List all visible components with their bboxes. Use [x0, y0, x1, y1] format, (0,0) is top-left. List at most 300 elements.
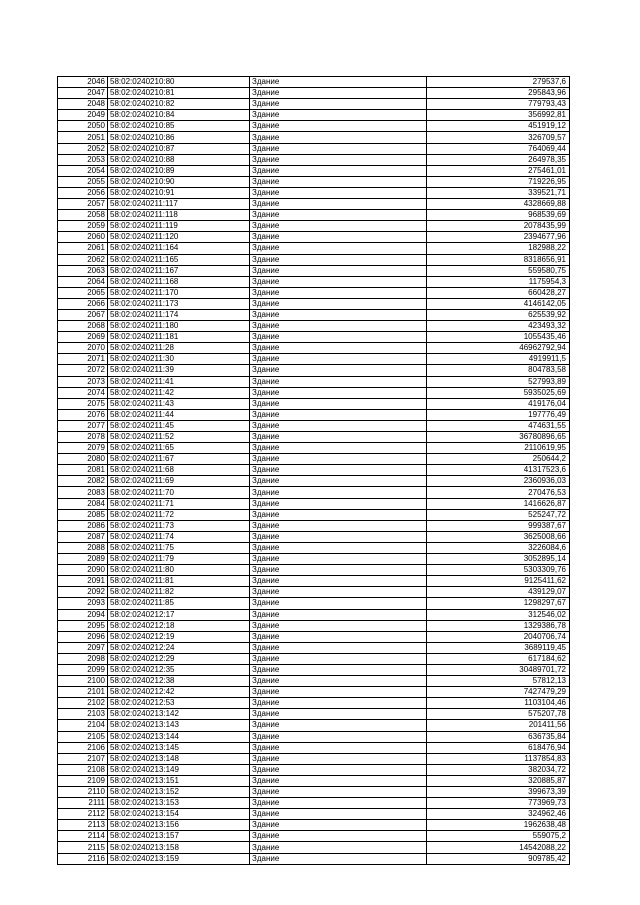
- value-cell: 182988,22: [427, 243, 570, 254]
- table-row: [58, 321, 570, 332]
- cadastral-number-cell: 58:02:0240210:82: [108, 99, 250, 110]
- table-row: [58, 642, 570, 653]
- object-type-cell: Здание: [250, 576, 427, 587]
- object-type-cell: Здание: [250, 77, 427, 88]
- cadastral-number-cell: 58:02:0240211:73: [108, 520, 250, 531]
- row-number-cell: 2081: [58, 465, 108, 476]
- object-type-cell: Здание: [250, 376, 427, 387]
- object-type-cell: Здание: [250, 420, 427, 431]
- object-type-cell: Здание: [250, 620, 427, 631]
- object-type-cell: Здание: [250, 598, 427, 609]
- cadastral-number-cell: 58:02:0240211:164: [108, 243, 250, 254]
- table-row: [58, 199, 570, 210]
- object-type-cell: Здание: [250, 432, 427, 443]
- row-number-cell: 2100: [58, 676, 108, 687]
- value-cell: 4919911,5: [427, 354, 570, 365]
- cadastral-number-cell: 58:02:0240213:143: [108, 720, 250, 731]
- value-cell: 773969,73: [427, 798, 570, 809]
- row-number-cell: 2101: [58, 687, 108, 698]
- object-type-cell: Здание: [250, 842, 427, 853]
- cadastral-number-cell: 58:02:0240211:75: [108, 542, 250, 553]
- cadastral-number-cell: 58:02:0240213:149: [108, 764, 250, 775]
- table-row: [58, 99, 570, 110]
- object-type-cell: Здание: [250, 443, 427, 454]
- row-number-cell: 2106: [58, 742, 108, 753]
- row-number-cell: 2116: [58, 853, 108, 864]
- row-number-cell: 2088: [58, 542, 108, 553]
- table-row: [58, 332, 570, 343]
- value-cell: 1298297,67: [427, 598, 570, 609]
- row-number-cell: 2108: [58, 764, 108, 775]
- table-row: [58, 154, 570, 165]
- value-cell: 57812,13: [427, 676, 570, 687]
- value-cell: 779793,43: [427, 99, 570, 110]
- object-type-cell: Здание: [250, 121, 427, 132]
- cadastral-number-cell: 58:02:0240210:81: [108, 88, 250, 99]
- cadastral-number-cell: 58:02:0240212:17: [108, 609, 250, 620]
- cadastral-number-cell: 58:02:0240211:39: [108, 365, 250, 376]
- value-cell: 451919,12: [427, 121, 570, 132]
- cadastral-number-cell: 58:02:0240211:42: [108, 387, 250, 398]
- value-cell: 295843,96: [427, 88, 570, 99]
- value-cell: 275461,01: [427, 165, 570, 176]
- row-number-cell: 2073: [58, 376, 108, 387]
- row-number-cell: 2109: [58, 775, 108, 786]
- table-row: [58, 243, 570, 254]
- row-number-cell: 2055: [58, 176, 108, 187]
- value-cell: 625539,92: [427, 309, 570, 320]
- cadastral-number-cell: 58:02:0240211:72: [108, 509, 250, 520]
- table-row: [58, 498, 570, 509]
- object-type-cell: Здание: [250, 176, 427, 187]
- row-number-cell: 2064: [58, 276, 108, 287]
- cadastral-number-cell: 58:02:0240211:28: [108, 343, 250, 354]
- object-type-cell: Здание: [250, 631, 427, 642]
- value-cell: 439129,07: [427, 587, 570, 598]
- row-number-cell: 2115: [58, 842, 108, 853]
- cadastral-number-cell: 58:02:0240211:120: [108, 232, 250, 243]
- table-row: [58, 232, 570, 243]
- row-number-cell: 2074: [58, 387, 108, 398]
- value-cell: 14542088,22: [427, 842, 570, 853]
- object-type-cell: Здание: [250, 398, 427, 409]
- table-row: [58, 831, 570, 842]
- object-type-cell: Здание: [250, 332, 427, 343]
- table-row: [58, 121, 570, 132]
- table-body: [58, 77, 570, 865]
- row-number-cell: 2110: [58, 787, 108, 798]
- cadastral-number-cell: 58:02:0240212:35: [108, 664, 250, 675]
- cadastral-number-cell: 58:02:0240210:90: [108, 176, 250, 187]
- row-number-cell: 2059: [58, 221, 108, 232]
- value-cell: 201411,56: [427, 720, 570, 731]
- value-cell: 3052895,14: [427, 554, 570, 565]
- value-cell: 312546,02: [427, 609, 570, 620]
- object-type-cell: Здание: [250, 88, 427, 99]
- table-row: [58, 365, 570, 376]
- value-cell: 1137854,83: [427, 753, 570, 764]
- object-type-cell: Здание: [250, 210, 427, 221]
- value-cell: 339521,71: [427, 187, 570, 198]
- object-type-cell: Здание: [250, 731, 427, 742]
- row-number-cell: 2107: [58, 753, 108, 764]
- cadastral-number-cell: 58:02:0240212:24: [108, 642, 250, 653]
- object-type-cell: Здание: [250, 709, 427, 720]
- table-row: [58, 387, 570, 398]
- object-type-cell: Здание: [250, 343, 427, 354]
- object-type-cell: Здание: [250, 664, 427, 675]
- table-row: [58, 476, 570, 487]
- object-type-cell: Здание: [250, 321, 427, 332]
- cadastral-number-cell: 58:02:0240210:80: [108, 77, 250, 88]
- table-row: [58, 409, 570, 420]
- object-type-cell: Здание: [250, 132, 427, 143]
- table-row: [58, 609, 570, 620]
- row-number-cell: 2105: [58, 731, 108, 742]
- value-cell: 5935025,69: [427, 387, 570, 398]
- object-type-cell: Здание: [250, 365, 427, 376]
- table-row: [58, 709, 570, 720]
- table-row: [58, 77, 570, 88]
- table-row: [58, 376, 570, 387]
- table-row: [58, 653, 570, 664]
- table-row: [58, 265, 570, 276]
- row-number-cell: 2069: [58, 332, 108, 343]
- table-row: [58, 176, 570, 187]
- cadastral-number-cell: 58:02:0240211:119: [108, 221, 250, 232]
- object-type-cell: Здание: [250, 853, 427, 864]
- cadastral-number-cell: 58:02:0240211:41: [108, 376, 250, 387]
- table-row: [58, 853, 570, 864]
- value-cell: 1962638,48: [427, 820, 570, 831]
- cadastral-number-cell: 58:02:0240213:159: [108, 853, 250, 864]
- row-number-cell: 2093: [58, 598, 108, 609]
- object-type-cell: Здание: [250, 221, 427, 232]
- cadastral-number-cell: 58:02:0240210:84: [108, 110, 250, 121]
- object-type-cell: Здание: [250, 287, 427, 298]
- object-type-cell: Здание: [250, 520, 427, 531]
- cadastral-number-cell: 58:02:0240210:86: [108, 132, 250, 143]
- cadastral-number-cell: 58:02:0240211:168: [108, 276, 250, 287]
- table-row: [58, 210, 570, 221]
- cadastral-number-cell: 58:02:0240211:170: [108, 287, 250, 298]
- object-type-cell: Здание: [250, 99, 427, 110]
- value-cell: 36780896,65: [427, 432, 570, 443]
- value-cell: 636735,84: [427, 731, 570, 742]
- row-number-cell: 2096: [58, 631, 108, 642]
- table-row: [58, 465, 570, 476]
- cadastral-number-cell: 58:02:0240210:91: [108, 187, 250, 198]
- object-type-cell: Здание: [250, 298, 427, 309]
- table-row: [58, 132, 570, 143]
- table-row: [58, 298, 570, 309]
- cadastral-number-cell: 58:02:0240211:44: [108, 409, 250, 420]
- object-type-cell: Здание: [250, 309, 427, 320]
- cadastral-number-cell: 58:02:0240211:180: [108, 321, 250, 332]
- cadastral-number-cell: 58:02:0240211:45: [108, 420, 250, 431]
- object-type-cell: Здание: [250, 454, 427, 465]
- cadastral-number-cell: 58:02:0240211:80: [108, 565, 250, 576]
- object-type-cell: Здание: [250, 542, 427, 553]
- value-cell: 8318656,91: [427, 254, 570, 265]
- value-cell: 324962,46: [427, 809, 570, 820]
- object-type-cell: Здание: [250, 110, 427, 121]
- cadastral-number-cell: 58:02:0240211:81: [108, 576, 250, 587]
- value-cell: 1103104,46: [427, 698, 570, 709]
- row-number-cell: 2091: [58, 576, 108, 587]
- value-cell: 660428,27: [427, 287, 570, 298]
- object-type-cell: Здание: [250, 243, 427, 254]
- cadastral-number-cell: 58:02:0240212:42: [108, 687, 250, 698]
- row-number-cell: 2063: [58, 265, 108, 276]
- cadastral-number-cell: 58:02:0240211:79: [108, 554, 250, 565]
- table-row: [58, 698, 570, 709]
- cadastral-number-cell: 58:02:0240210:87: [108, 143, 250, 154]
- value-cell: 279537,6: [427, 77, 570, 88]
- table-row: [58, 631, 570, 642]
- row-number-cell: 2087: [58, 531, 108, 542]
- row-number-cell: 2079: [58, 443, 108, 454]
- row-number-cell: 2070: [58, 343, 108, 354]
- value-cell: 250644,2: [427, 454, 570, 465]
- value-cell: 7427479,29: [427, 687, 570, 698]
- value-cell: 356992,81: [427, 110, 570, 121]
- cadastral-number-cell: 58:02:0240211:74: [108, 531, 250, 542]
- value-cell: 270476,53: [427, 487, 570, 498]
- table-row: [58, 88, 570, 99]
- object-type-cell: Здание: [250, 199, 427, 210]
- object-type-cell: Здание: [250, 232, 427, 243]
- row-number-cell: 2099: [58, 664, 108, 675]
- cadastral-number-cell: 58:02:0240212:38: [108, 676, 250, 687]
- table-row: [58, 798, 570, 809]
- row-number-cell: 2103: [58, 709, 108, 720]
- value-cell: 4146142,05: [427, 298, 570, 309]
- cadastral-number-cell: 58:02:0240211:118: [108, 210, 250, 221]
- table-row: [58, 842, 570, 853]
- cadastral-number-cell: 58:02:0240213:156: [108, 820, 250, 831]
- table-row: [58, 676, 570, 687]
- row-number-cell: 2065: [58, 287, 108, 298]
- value-cell: 419176,04: [427, 398, 570, 409]
- value-cell: 474631,55: [427, 420, 570, 431]
- row-number-cell: 2072: [58, 365, 108, 376]
- row-number-cell: 2047: [58, 88, 108, 99]
- table-row: [58, 820, 570, 831]
- cadastral-number-cell: 58:02:0240213:153: [108, 798, 250, 809]
- cadastral-number-cell: 58:02:0240211:71: [108, 498, 250, 509]
- cadastral-number-cell: 58:02:0240211:43: [108, 398, 250, 409]
- row-number-cell: 2057: [58, 199, 108, 210]
- object-type-cell: Здание: [250, 676, 427, 687]
- value-cell: 3226084,6: [427, 542, 570, 553]
- value-cell: 618476,94: [427, 742, 570, 753]
- table-row: [58, 531, 570, 542]
- cadastral-number-cell: 58:02:0240213:144: [108, 731, 250, 742]
- row-number-cell: 2083: [58, 487, 108, 498]
- row-number-cell: 2094: [58, 609, 108, 620]
- value-cell: 264978,35: [427, 154, 570, 165]
- value-cell: 41317523,6: [427, 465, 570, 476]
- value-cell: 3625008,66: [427, 531, 570, 542]
- value-cell: 1055435,46: [427, 332, 570, 343]
- table-row: [58, 165, 570, 176]
- row-number-cell: 2089: [58, 554, 108, 565]
- object-type-cell: Здание: [250, 187, 427, 198]
- table-row: [58, 720, 570, 731]
- row-number-cell: 2086: [58, 520, 108, 531]
- table-row: [58, 764, 570, 775]
- value-cell: 46962792,94: [427, 343, 570, 354]
- cadastral-number-cell: 58:02:0240212:29: [108, 653, 250, 664]
- value-cell: 1416626,87: [427, 498, 570, 509]
- value-cell: 804783,58: [427, 365, 570, 376]
- table-row: [58, 254, 570, 265]
- cadastral-number-cell: 58:02:0240213:157: [108, 831, 250, 842]
- value-cell: 4328669,88: [427, 199, 570, 210]
- row-number-cell: 2054: [58, 165, 108, 176]
- cadastral-number-cell: 58:02:0240213:145: [108, 742, 250, 753]
- object-type-cell: Здание: [250, 409, 427, 420]
- cadastral-number-cell: 58:02:0240211:65: [108, 443, 250, 454]
- value-cell: 999387,67: [427, 520, 570, 531]
- row-number-cell: 2066: [58, 298, 108, 309]
- row-number-cell: 2053: [58, 154, 108, 165]
- value-cell: 2110619,95: [427, 443, 570, 454]
- row-number-cell: 2062: [58, 254, 108, 265]
- cadastral-number-cell: 58:02:0240210:88: [108, 154, 250, 165]
- value-cell: 525247,72: [427, 509, 570, 520]
- row-number-cell: 2076: [58, 409, 108, 420]
- value-cell: 326709,57: [427, 132, 570, 143]
- row-number-cell: 2058: [58, 210, 108, 221]
- cadastral-number-cell: 58:02:0240211:85: [108, 598, 250, 609]
- table-row: [58, 576, 570, 587]
- table-row: [58, 221, 570, 232]
- row-number-cell: 2084: [58, 498, 108, 509]
- cadastral-number-cell: 58:02:0240211:181: [108, 332, 250, 343]
- row-number-cell: 2114: [58, 831, 108, 842]
- cadastral-number-cell: 58:02:0240212:19: [108, 631, 250, 642]
- object-type-cell: Здание: [250, 531, 427, 542]
- table-row: [58, 587, 570, 598]
- row-number-cell: 2071: [58, 354, 108, 365]
- object-type-cell: Здание: [250, 587, 427, 598]
- cadastral-number-cell: 58:02:0240211:69: [108, 476, 250, 487]
- table-row: [58, 509, 570, 520]
- object-type-cell: Здание: [250, 509, 427, 520]
- data-table: [57, 76, 570, 865]
- row-number-cell: 2049: [58, 110, 108, 121]
- table-row: [58, 731, 570, 742]
- table-row: [58, 787, 570, 798]
- table-row: [58, 309, 570, 320]
- cadastral-number-cell: 58:02:0240211:167: [108, 265, 250, 276]
- value-cell: 527993,89: [427, 376, 570, 387]
- row-number-cell: 2060: [58, 232, 108, 243]
- cadastral-number-cell: 58:02:0240212:53: [108, 698, 250, 709]
- row-number-cell: 2104: [58, 720, 108, 731]
- cadastral-number-cell: 58:02:0240211:30: [108, 354, 250, 365]
- value-cell: 2360936,03: [427, 476, 570, 487]
- table-row: [58, 809, 570, 820]
- object-type-cell: Здание: [250, 565, 427, 576]
- row-number-cell: 2075: [58, 398, 108, 409]
- row-number-cell: 2102: [58, 698, 108, 709]
- object-type-cell: Здание: [250, 775, 427, 786]
- object-type-cell: Здание: [250, 809, 427, 820]
- object-type-cell: Здание: [250, 798, 427, 809]
- table-row: [58, 520, 570, 531]
- row-number-cell: 2098: [58, 653, 108, 664]
- table-row: [58, 454, 570, 465]
- value-cell: 968539,69: [427, 210, 570, 221]
- table-row: [58, 187, 570, 198]
- value-cell: 719226,95: [427, 176, 570, 187]
- object-type-cell: Здание: [250, 476, 427, 487]
- row-number-cell: 2090: [58, 565, 108, 576]
- cadastral-number-cell: 58:02:0240211:165: [108, 254, 250, 265]
- object-type-cell: Здание: [250, 165, 427, 176]
- row-number-cell: 2067: [58, 309, 108, 320]
- value-cell: 382034,72: [427, 764, 570, 775]
- table-row: [58, 598, 570, 609]
- value-cell: 423493,32: [427, 321, 570, 332]
- row-number-cell: 2077: [58, 420, 108, 431]
- object-type-cell: Здание: [250, 742, 427, 753]
- row-number-cell: 2097: [58, 642, 108, 653]
- cadastral-number-cell: 58:02:0240213:158: [108, 842, 250, 853]
- object-type-cell: Здание: [250, 465, 427, 476]
- row-number-cell: 2061: [58, 243, 108, 254]
- row-number-cell: 2050: [58, 121, 108, 132]
- value-cell: 1175954,3: [427, 276, 570, 287]
- row-number-cell: 2078: [58, 432, 108, 443]
- cadastral-number-cell: 58:02:0240213:154: [108, 809, 250, 820]
- value-cell: 559580,75: [427, 265, 570, 276]
- object-type-cell: Здание: [250, 387, 427, 398]
- value-cell: 2040706,74: [427, 631, 570, 642]
- cadastral-number-cell: 58:02:0240211:117: [108, 199, 250, 210]
- value-cell: 5303309,76: [427, 565, 570, 576]
- row-number-cell: 2068: [58, 321, 108, 332]
- row-number-cell: 2113: [58, 820, 108, 831]
- row-number-cell: 2111: [58, 798, 108, 809]
- value-cell: 1329386,78: [427, 620, 570, 631]
- value-cell: 9125411,62: [427, 576, 570, 587]
- value-cell: 617184,62: [427, 653, 570, 664]
- value-cell: 30489701,72: [427, 664, 570, 675]
- cadastral-number-cell: 58:02:0240210:89: [108, 165, 250, 176]
- table-row: [58, 420, 570, 431]
- object-type-cell: Здание: [250, 276, 427, 287]
- table-row: [58, 487, 570, 498]
- table-row: [58, 542, 570, 553]
- table-row: [58, 554, 570, 565]
- row-number-cell: 2092: [58, 587, 108, 598]
- cadastral-number-cell: 58:02:0240211:67: [108, 454, 250, 465]
- row-number-cell: 2080: [58, 454, 108, 465]
- object-type-cell: Здание: [250, 687, 427, 698]
- table-row: [58, 432, 570, 443]
- row-number-cell: 2046: [58, 77, 108, 88]
- value-cell: 2394677,96: [427, 232, 570, 243]
- object-type-cell: Здание: [250, 487, 427, 498]
- row-number-cell: 2085: [58, 509, 108, 520]
- cadastral-number-cell: 58:02:0240210:85: [108, 121, 250, 132]
- object-type-cell: Здание: [250, 143, 427, 154]
- object-type-cell: Здание: [250, 831, 427, 842]
